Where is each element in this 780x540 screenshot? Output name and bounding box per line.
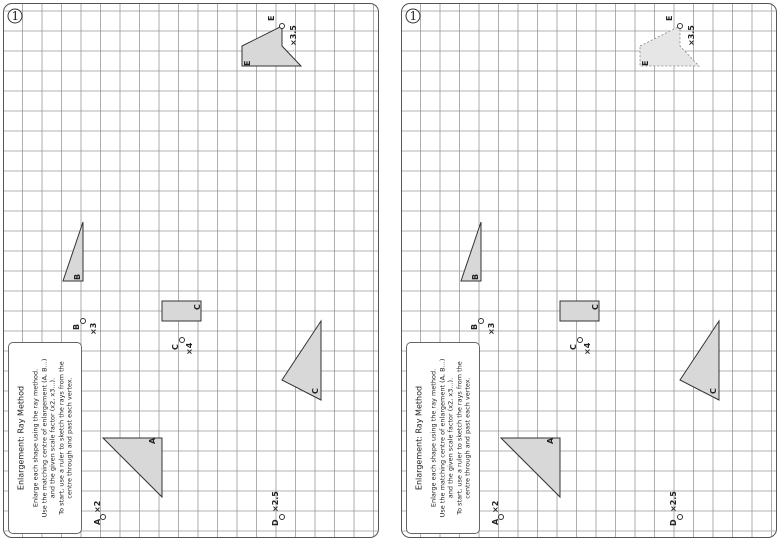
centre-e-point xyxy=(280,24,285,29)
centre-a-point xyxy=(101,515,106,520)
shape-d-label: C xyxy=(709,388,718,394)
centre-e-label: E xyxy=(665,15,674,21)
centre-c-point xyxy=(578,338,583,343)
centre-e-point xyxy=(678,24,683,29)
shape-b-label: B xyxy=(471,273,480,280)
shape-e-label: E xyxy=(243,60,252,66)
shape-a-label: A xyxy=(546,437,555,444)
centre-c-label: C xyxy=(171,344,180,350)
centre-b-label: B xyxy=(470,323,479,330)
centre-e-label: E xyxy=(267,15,276,21)
instructions-title: Enlargement: Ray Method xyxy=(16,385,26,491)
scale-e-label: ×3.5 xyxy=(687,25,696,46)
centre-a-point xyxy=(499,515,504,520)
instructions-line: To start, use a ruler to sketch the rays from the xyxy=(56,361,65,515)
instructions-title: Enlargement: Ray Method xyxy=(414,385,424,491)
scale-d-label: ×2.5 xyxy=(669,491,678,512)
centre-a-label: A xyxy=(491,518,500,525)
instructions-line: Enlarge each shape using the ray method. xyxy=(429,368,438,508)
scale-c-label: ×4 xyxy=(583,342,592,355)
instructions-line: To start, use a ruler to sketch the rays from the xyxy=(454,361,463,515)
shape-c-label: C xyxy=(591,304,600,310)
shape-a xyxy=(103,438,162,497)
instructions-line: Use the matching centre of enlargement (A, B...) xyxy=(437,358,446,518)
scale-d-label: ×2.5 xyxy=(271,491,280,512)
instructions-text xyxy=(16,353,74,523)
shape-e-label: E xyxy=(641,60,650,66)
instructions-box xyxy=(8,342,82,534)
worksheet-left xyxy=(3,3,379,538)
centre-b-point xyxy=(479,319,484,324)
scale-a-label: ×2 xyxy=(93,500,102,513)
centre-d-point xyxy=(280,515,285,520)
instructions-line: centre through and past each vertex. xyxy=(463,377,472,499)
instructions-line: centre through and past each vertex. xyxy=(65,377,74,499)
centre-c-label: C xyxy=(569,344,578,350)
shape-c xyxy=(162,301,201,321)
shape-c-label: C xyxy=(193,304,202,310)
shape-a-label: A xyxy=(148,437,157,444)
shape-d-label: C xyxy=(311,388,320,394)
scale-c-label: ×4 xyxy=(185,342,194,355)
scale-a-label: ×2 xyxy=(491,500,500,513)
shape-a xyxy=(501,438,560,497)
centre-c-point xyxy=(180,338,185,343)
centre-d-point xyxy=(678,515,683,520)
centre-b-point xyxy=(81,319,86,324)
worksheet-right xyxy=(401,3,777,538)
instructions-line: and the given scale factor (x2, x3...). xyxy=(48,377,57,499)
instructions-line: and the given scale factor (x2, x3...). xyxy=(446,377,455,499)
instructions-text xyxy=(414,353,472,523)
scale-e-label: ×3.5 xyxy=(289,25,298,46)
instructions-box xyxy=(406,342,480,534)
scale-b-label: ×3 xyxy=(487,322,496,335)
scale-b-label: ×3 xyxy=(89,322,98,335)
instructions-line: Enlarge each shape using the ray method. xyxy=(31,368,40,508)
shape-b-label: B xyxy=(73,273,82,280)
centre-b-label: B xyxy=(72,323,81,330)
page-number: 1 xyxy=(11,9,20,23)
centre-d-label: D xyxy=(271,519,280,526)
centre-d-label: D xyxy=(669,519,678,526)
centre-a-label: A xyxy=(93,518,102,525)
page-number: 1 xyxy=(409,9,418,23)
instructions-line: Use the matching centre of enlargement (A, B...) xyxy=(39,358,48,518)
shape-c xyxy=(560,301,599,321)
